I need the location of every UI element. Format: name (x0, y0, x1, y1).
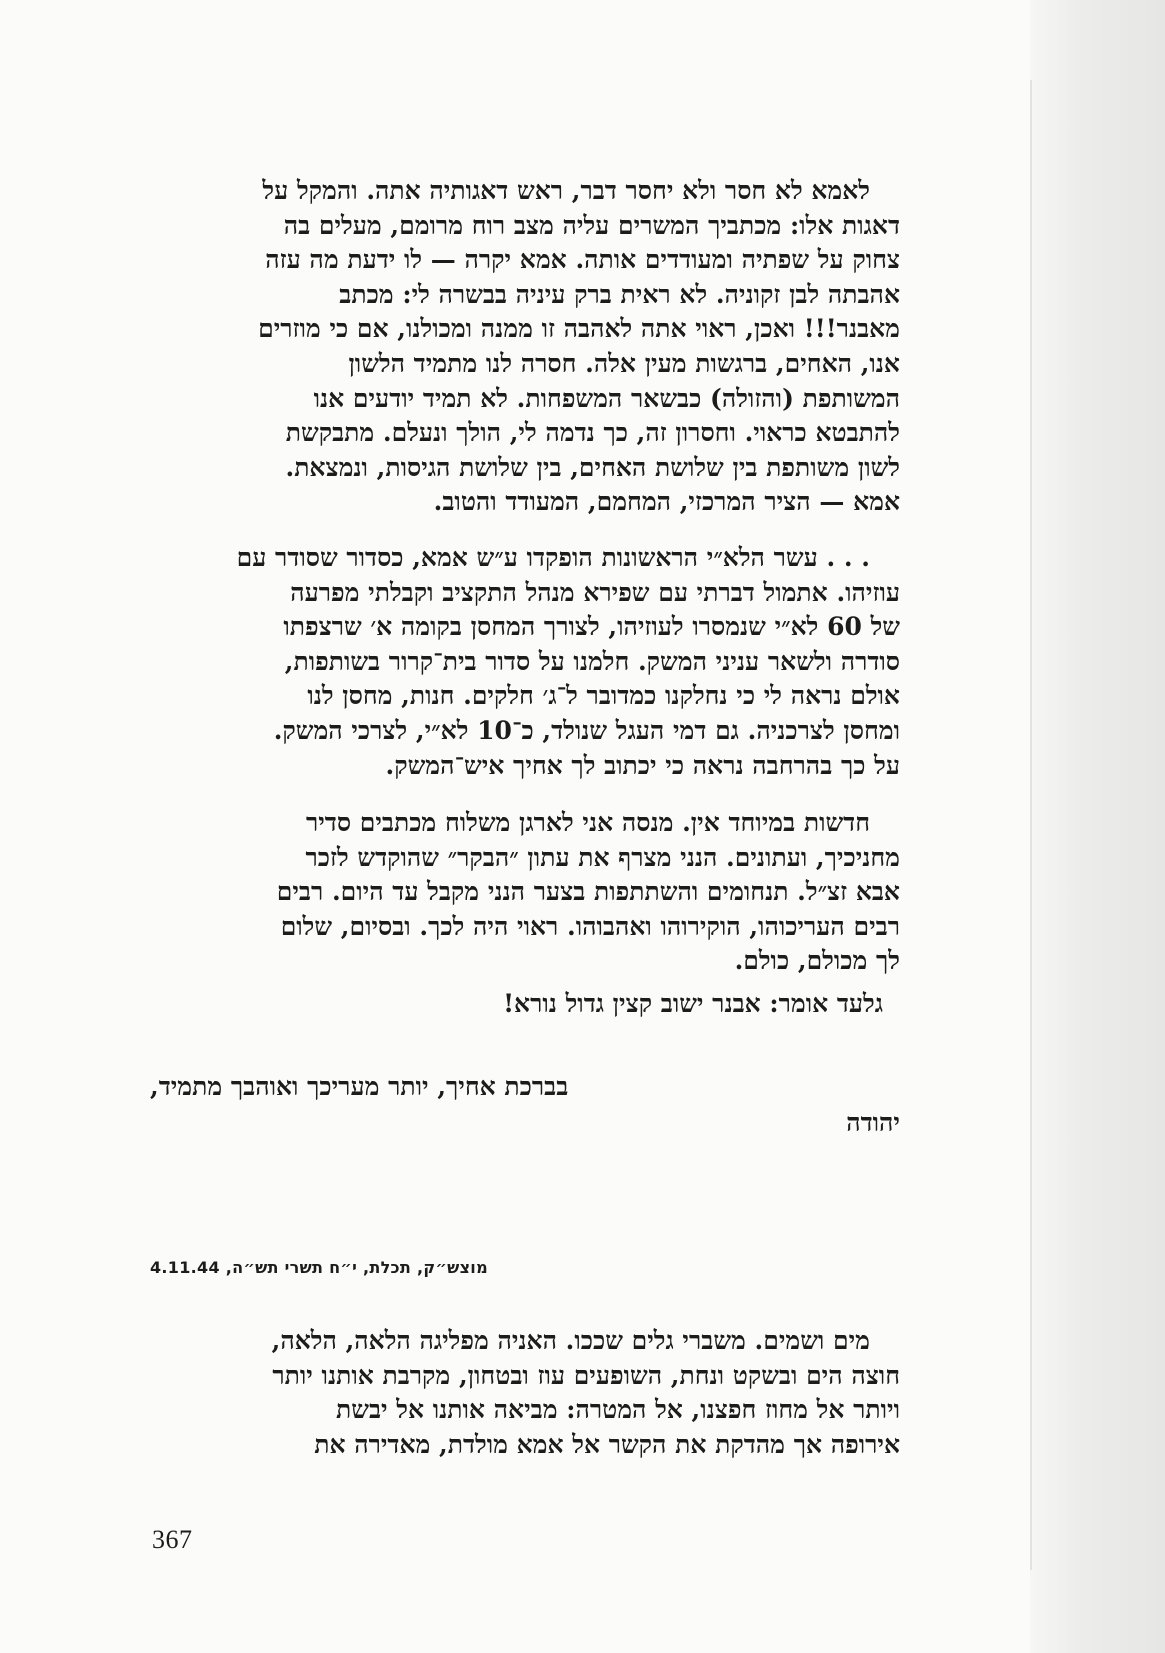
paragraph-2 (150, 541, 900, 783)
paragraph-line: ומחסן לצרכניה. גם דמי העגל שנולד, כ־10 לא״י, לצרכי המשק. (273, 715, 900, 745)
paragraph-line: לאמא לא חסר ולא יחסר דבר, ראש דאגותיה אתה. והמקל על (262, 176, 870, 205)
paragraph-3 (150, 806, 900, 979)
closing-blessing (150, 1070, 900, 1104)
paragraph-line: אמא — הציר המרכזי, המחמם, המעודד והטוב. (433, 487, 900, 517)
paragraph-line: חוצה הים ובשקט ונחת, השופעים עוז ובטחון, מקרבת אותנו יותר (272, 1360, 900, 1390)
paragraph-line: עוזיהו. אתמול דברתי עם שפירא מנהל התקציב וקבלתי מפרעה (290, 577, 900, 607)
gutter-shadow (1030, 80, 1032, 1570)
paragraph-line: רבים העריכוהו, הוקירוהו ואהבוהו. ראוי היה לכך. ובסיום, שלום (280, 911, 900, 941)
paragraph-line: אנו, האחים, ברגשות מעין אלה. חסרה לנו מתמיד הלשון (348, 348, 900, 378)
paragraph-4 (150, 1324, 900, 1462)
signer-row (150, 1106, 900, 1140)
paragraph-line: להתבטא כראוי. וחסרון זה, כך נדמה לי, הולך ונעלם. מתבקשת (285, 418, 900, 448)
paragraph-line: מחניכיך, ועתונים. הנני מצרף את עתון ״הבקר״ שהוקדש לזכר (305, 842, 900, 872)
paragraph-line: סודרה ולשאר עניני המשק. חלמנו על סדור בית־קרור בשותפות, (284, 646, 900, 676)
paragraph-line: דאגות אלו: מכתביך המשרים עליה מצב רוח מרומם, מעלים בה (283, 210, 900, 240)
paragraph-line: אולם נראה לי כי נחלקנו כמדובר ל־ג׳ חלקים. חנות, מחסן לנו (307, 681, 900, 711)
paragraph-line: מים ושמים. משברי גלים שככו. האניה מפליגה הלאה, הלאה, (271, 1326, 870, 1355)
closing-blessing-text: בברכת אחיך, יותר מעריכך ואוהבך מתמיד, (150, 1072, 569, 1101)
paragraph-line: על כך בהרחבה נראה כי יכתוב לך אחיך איש־המשק. (385, 750, 900, 780)
gilad-quote: גלעד אומר: אבנר ישוב קצין גדול נורא! (503, 989, 883, 1018)
paragraph-line: ויותר אל מחוז חפצנו, אל המטרה: מביאה אותנו אל יבשת (336, 1395, 900, 1425)
paragraph-1 (150, 174, 900, 520)
paragraph-line: המשותפת (והזולה) כבשאר המשפחות. לא תמיד יודעים אנו (313, 383, 900, 413)
paragraph-line: לך מכולם, כולם. (734, 946, 900, 976)
paragraph-line: צחוק על שפתיה ומעודדים אותה. אמא יקרה — לו ידעת מה עזה (265, 245, 900, 275)
paragraph-line: חדשות במיוחד אין. מנסה אני לארגן משלוח מכתבים סדיר (305, 808, 870, 837)
signer-name: יהודה (846, 1108, 900, 1137)
paragraph-line: של 60 לא״י שנמסרו לעוזיהו, לצורך המחסן בקומה א׳ שרצפתו (283, 612, 900, 642)
page-gutter (1030, 0, 1165, 1653)
paragraph-line: לשון משותפת בין שלושת האחים, בין שלושת הגיסות, ונמצאת. (285, 452, 900, 482)
letter-dateline: מוצש״ק, תכלת, י״ח תשרי תש״ה, 4.11.44 (150, 1258, 488, 1277)
paragraph-line: אירופה אך מהדקת את הקשר אל אמא מולדת, מאדירה את (314, 1429, 900, 1459)
paragraph-line: . . . עשר הלא״י הראשונות הופקדו ע״ש אמא, כסדור שסודר עם (236, 543, 870, 572)
page-number: 367 (152, 1525, 193, 1554)
paragraph-line: מאבנר!!! ואכן, ראוי אתה לאהבה זו ממנה ומכולנו, אם כי מוזרים (258, 314, 900, 344)
paragraph-line: אהבתה לבן זקוניה. לא ראית ברק עיניה בבשרה לי: מכתב (339, 279, 900, 309)
paragraph-line: אבא זצ״ל. תנחומים והשתתפות בצער הנני מקבל עד היום. רבים (276, 877, 900, 907)
